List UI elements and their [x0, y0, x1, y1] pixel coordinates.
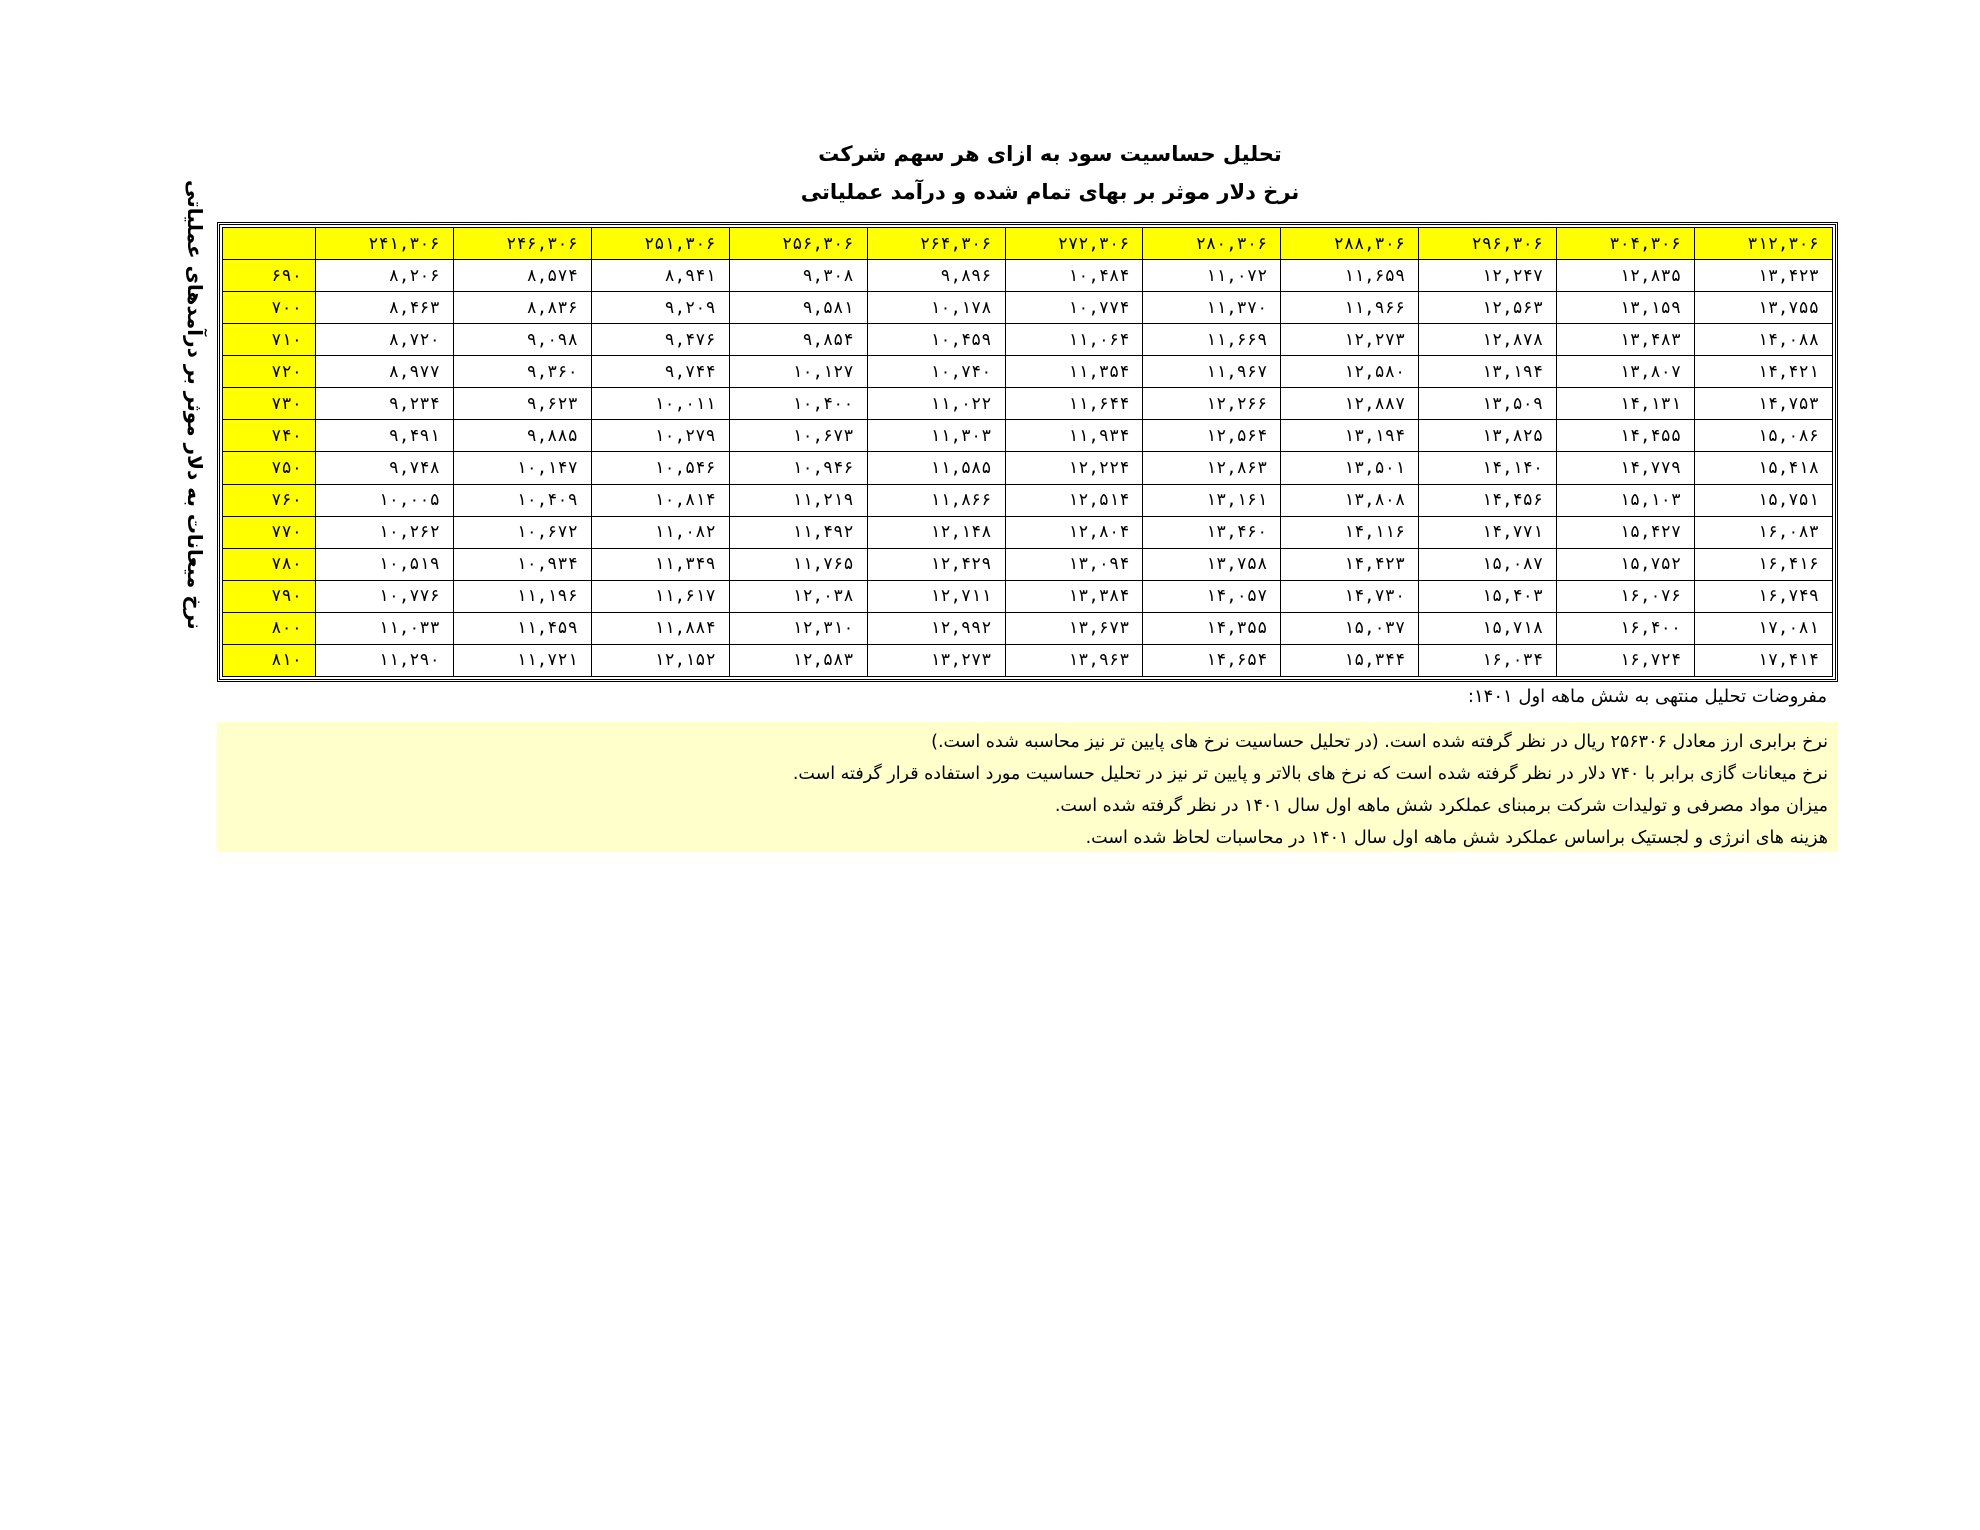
table-cell: ۱۲,۱۵۲ — [591, 644, 729, 676]
table-cell: ۱۶,۷۲۴ — [1557, 644, 1695, 676]
table-cell: ۱۵,۷۵۱ — [1695, 484, 1833, 516]
table-cell: ۱۰,۱۷۸ — [867, 292, 1005, 324]
page-subtitle: نرخ دلار موثر بر بهای تمام شده و درآمد عملیاتی — [800, 180, 1300, 204]
table-cell: ۱۰,۰۱۱ — [591, 388, 729, 420]
table-cell: ۱۰,۰۰۵ — [316, 484, 454, 516]
row-header: ۶۹۰ — [223, 260, 316, 292]
table-cell: ۱۱,۹۶۶ — [1281, 292, 1419, 324]
row-header: ۷۷۰ — [223, 516, 316, 548]
row-header: ۷۲۰ — [223, 356, 316, 388]
table-cell: ۱۵,۳۴۴ — [1281, 644, 1419, 676]
column-header: ۲۸۰,۳۰۶ — [1143, 228, 1281, 260]
table-cell: ۱۱,۰۸۲ — [591, 516, 729, 548]
table-cell: ۱۳,۵۰۱ — [1281, 452, 1419, 484]
row-header: ۷۳۰ — [223, 388, 316, 420]
table-cell: ۱۴,۱۱۶ — [1281, 516, 1419, 548]
table-cell: ۱۱,۹۳۴ — [1005, 420, 1143, 452]
table-cell: ۱۴,۳۵۵ — [1143, 612, 1281, 644]
table-cell: ۱۰,۴۰۰ — [729, 388, 867, 420]
table-cell: ۱۳,۴۶۰ — [1143, 516, 1281, 548]
table-cell: ۱۶,۴۱۶ — [1695, 548, 1833, 580]
note-line: میزان مواد مصرفی و تولیدات شرکت برمبنای عملکرد شش ماهه اول سال ۱۴۰۱ در نظر گرفته شده است. — [1054, 796, 1828, 816]
table-cell: ۱۱,۳۰۳ — [867, 420, 1005, 452]
table-row — [223, 612, 1833, 644]
assumptions-title: مفروضات تحلیل منتهی به شش ماهه اول ۱۴۰۱: — [1467, 686, 1827, 707]
table-cell: ۱۲,۲۲۴ — [1005, 452, 1143, 484]
table-cell: ۱۴,۴۲۳ — [1281, 548, 1419, 580]
table-cell: ۹,۸۸۵ — [453, 420, 591, 452]
table-cell: ۱۱,۴۹۲ — [729, 516, 867, 548]
column-header: ۲۸۸,۳۰۶ — [1281, 228, 1419, 260]
table-cell: ۱۳,۱۵۹ — [1557, 292, 1695, 324]
table-cell: ۸,۲۰۶ — [316, 260, 454, 292]
table-cell: ۱۲,۵۶۴ — [1143, 420, 1281, 452]
table-cell: ۱۰,۲۷۹ — [591, 420, 729, 452]
column-header: ۲۴۶,۳۰۶ — [453, 228, 591, 260]
table-cell: ۱۱,۰۳۳ — [316, 612, 454, 644]
table-cell: ۸,۴۶۳ — [316, 292, 454, 324]
table-cell: ۱۳,۹۶۳ — [1005, 644, 1143, 676]
table-cell: ۱۲,۰۳۸ — [729, 580, 867, 612]
table-cell: ۱۶,۴۰۰ — [1557, 612, 1695, 644]
table-cell: ۱۱,۳۷۰ — [1143, 292, 1281, 324]
table-cell: ۱۳,۲۷۳ — [867, 644, 1005, 676]
table-cell: ۱۴,۷۷۹ — [1557, 452, 1695, 484]
table-cell: ۱۱,۷۶۵ — [729, 548, 867, 580]
note-line: نرخ میعانات گازی برابر با ۷۴۰ دلار در نظر گرفته شده است که نرخ های بالاتر و پایین تر نیز در تحلیل حساسیت مورد استفاده قرار گرفته است. — [792, 764, 1828, 784]
table-cell: ۸,۸۳۶ — [453, 292, 591, 324]
table-cell: ۱۲,۸۸۷ — [1281, 388, 1419, 420]
table-cell: ۱۰,۷۷۴ — [1005, 292, 1143, 324]
table-cell: ۱۲,۴۲۹ — [867, 548, 1005, 580]
table-cell: ۱۳,۳۸۴ — [1005, 580, 1143, 612]
table-cell: ۱۰,۷۴۰ — [867, 356, 1005, 388]
table-cell: ۱۲,۳۱۰ — [729, 612, 867, 644]
table-cell: ۱۵,۴۱۸ — [1695, 452, 1833, 484]
table-cell: ۱۱,۰۷۲ — [1143, 260, 1281, 292]
table-cell: ۱۲,۲۷۳ — [1281, 324, 1419, 356]
table-cell: ۸,۹۷۷ — [316, 356, 454, 388]
table-cell: ۱۳,۴۸۳ — [1557, 324, 1695, 356]
table-cell: ۱۰,۵۴۶ — [591, 452, 729, 484]
table-cell: ۱۰,۹۴۶ — [729, 452, 867, 484]
table-cell: ۱۵,۴۲۷ — [1557, 516, 1695, 548]
table-cell: ۱۲,۸۶۳ — [1143, 452, 1281, 484]
table-cell: ۱۳,۱۶۱ — [1143, 484, 1281, 516]
table-cell: ۱۶,۰۸۳ — [1695, 516, 1833, 548]
table-cell: ۱۰,۴۸۴ — [1005, 260, 1143, 292]
column-header: ۳۰۴,۳۰۶ — [1557, 228, 1695, 260]
table-cell: ۱۴,۴۲۱ — [1695, 356, 1833, 388]
table-cell: ۹,۴۷۶ — [591, 324, 729, 356]
table-cell: ۱۱,۳۴۹ — [591, 548, 729, 580]
table-cell: ۹,۴۹۱ — [316, 420, 454, 452]
table-cell: ۱۴,۷۷۱ — [1419, 516, 1557, 548]
table-row — [223, 420, 1833, 452]
table-cell: ۱۶,۰۷۶ — [1557, 580, 1695, 612]
table-cell: ۱۴,۷۳۰ — [1281, 580, 1419, 612]
table-cell: ۹,۶۲۳ — [453, 388, 591, 420]
table-row — [223, 260, 1833, 292]
table-cell: ۱۲,۵۱۴ — [1005, 484, 1143, 516]
row-header: ۷۸۰ — [223, 548, 316, 580]
row-header: ۷۵۰ — [223, 452, 316, 484]
table-cell: ۱۱,۷۲۱ — [453, 644, 591, 676]
table-cell: ۱۱,۶۱۷ — [591, 580, 729, 612]
table-row — [223, 292, 1833, 324]
corner-cell — [223, 228, 316, 260]
assumptions-notes — [217, 722, 1838, 852]
table-cell: ۱۰,۹۳۴ — [453, 548, 591, 580]
column-header: ۲۴۱,۳۰۶ — [316, 228, 454, 260]
table-cell: ۹,۳۰۸ — [729, 260, 867, 292]
sensitivity-table — [222, 227, 1833, 677]
table-cell: ۱۲,۵۸۳ — [729, 644, 867, 676]
table-cell: ۱۲,۵۸۰ — [1281, 356, 1419, 388]
table-cell: ۱۴,۷۵۳ — [1695, 388, 1833, 420]
table-row — [223, 452, 1833, 484]
table-cell: ۸,۷۲۰ — [316, 324, 454, 356]
table-row — [223, 324, 1833, 356]
table-cell: ۱۱,۶۴۴ — [1005, 388, 1143, 420]
table-cell: ۹,۷۴۸ — [316, 452, 454, 484]
table-cell: ۱۶,۰۳۴ — [1419, 644, 1557, 676]
table-cell: ۱۱,۶۵۹ — [1281, 260, 1419, 292]
table-cell: ۸,۹۴۱ — [591, 260, 729, 292]
note-line: نرخ برابری ارز معادل ۲۵۶۳۰۶ ریال در نظر گرفته شده است. (در تحلیل حساسیت نرخ های پایین تر نیز محاسبه شده است.) — [931, 732, 1828, 752]
table-cell: ۱۰,۵۱۹ — [316, 548, 454, 580]
table-cell: ۱۲,۲۴۷ — [1419, 260, 1557, 292]
column-header: ۲۵۱,۳۰۶ — [591, 228, 729, 260]
table-row — [223, 580, 1833, 612]
table-cell: ۱۲,۹۹۲ — [867, 612, 1005, 644]
table-header-row — [223, 228, 1833, 260]
table-cell: ۱۳,۰۹۴ — [1005, 548, 1143, 580]
table-row — [223, 388, 1833, 420]
table-cell: ۱۰,۲۶۲ — [316, 516, 454, 548]
table-cell: ۱۰,۱۲۷ — [729, 356, 867, 388]
table-cell: ۱۳,۵۰۹ — [1419, 388, 1557, 420]
table-row — [223, 356, 1833, 388]
table-cell: ۱۲,۱۴۸ — [867, 516, 1005, 548]
table-cell: ۱۰,۶۷۳ — [729, 420, 867, 452]
table-cell: ۱۴,۰۵۷ — [1143, 580, 1281, 612]
table-cell: ۱۱,۸۶۶ — [867, 484, 1005, 516]
note-line: هزینه های انرژی و لجستیک براساس عملکرد شش ماهه اول سال ۱۴۰۱ در محاسبات لحاظ شده است. — [1085, 828, 1828, 848]
column-header: ۲۹۶,۳۰۶ — [1419, 228, 1557, 260]
table-cell: ۹,۵۸۱ — [729, 292, 867, 324]
table-cell: ۱۲,۸۳۵ — [1557, 260, 1695, 292]
table-cell: ۱۷,۰۸۱ — [1695, 612, 1833, 644]
row-header: ۷۴۰ — [223, 420, 316, 452]
table-cell: ۱۳,۱۹۴ — [1419, 356, 1557, 388]
table-cell: ۱۰,۴۰۹ — [453, 484, 591, 516]
row-header: ۸۰۰ — [223, 612, 316, 644]
table-cell: ۱۱,۸۸۴ — [591, 612, 729, 644]
table-cell: ۱۱,۰۲۲ — [867, 388, 1005, 420]
table-cell: ۱۴,۴۵۵ — [1557, 420, 1695, 452]
row-header: ۷۹۰ — [223, 580, 316, 612]
table-cell: ۱۱,۵۸۵ — [867, 452, 1005, 484]
table-cell: ۱۳,۸۲۵ — [1419, 420, 1557, 452]
page-title: تحلیل حساسیت سود به ازای هر سهم شرکت — [818, 142, 1282, 166]
row-header: ۷۶۰ — [223, 484, 316, 516]
table-cell: ۱۱,۲۹۰ — [316, 644, 454, 676]
table-cell: ۱۳,۷۵۸ — [1143, 548, 1281, 580]
table-cell: ۱۳,۱۹۴ — [1281, 420, 1419, 452]
column-header: ۳۱۲,۳۰۶ — [1695, 228, 1833, 260]
table-cell: ۱۲,۸۷۸ — [1419, 324, 1557, 356]
column-header: ۲۷۲,۳۰۶ — [1005, 228, 1143, 260]
table-cell: ۱۳,۸۰۸ — [1281, 484, 1419, 516]
table-row — [223, 548, 1833, 580]
table-row — [223, 644, 1833, 676]
table-cell: ۱۰,۱۴۷ — [453, 452, 591, 484]
table-cell: ۱۴,۴۵۶ — [1419, 484, 1557, 516]
table-cell: ۹,۲۰۹ — [591, 292, 729, 324]
table-cell: ۱۴,۱۳۱ — [1557, 388, 1695, 420]
row-header: ۷۰۰ — [223, 292, 316, 324]
table-cell: ۱۳,۷۵۵ — [1695, 292, 1833, 324]
table-cell: ۱۰,۷۷۶ — [316, 580, 454, 612]
table-cell: ۱۳,۴۲۳ — [1695, 260, 1833, 292]
table-cell: ۱۱,۲۱۹ — [729, 484, 867, 516]
table-cell: ۱۶,۷۴۹ — [1695, 580, 1833, 612]
row-axis-label: نرخ میعانات به دلار موثر بر درآمدهای عملیاتی — [183, 180, 207, 630]
table-cell: ۱۴,۶۵۴ — [1143, 644, 1281, 676]
table-cell: ۱۲,۸۰۴ — [1005, 516, 1143, 548]
table-cell: ۱۵,۷۵۲ — [1557, 548, 1695, 580]
table-cell: ۹,۸۹۶ — [867, 260, 1005, 292]
table-cell: ۱۰,۸۱۴ — [591, 484, 729, 516]
table-cell: ۹,۰۹۸ — [453, 324, 591, 356]
table-cell: ۱۲,۷۱۱ — [867, 580, 1005, 612]
table-cell: ۱۷,۴۱۴ — [1695, 644, 1833, 676]
sensitivity-table-frame — [217, 222, 1838, 682]
table-cell: ۱۱,۱۹۶ — [453, 580, 591, 612]
table-cell: ۱۲,۲۶۶ — [1143, 388, 1281, 420]
column-header: ۲۵۶,۳۰۶ — [729, 228, 867, 260]
table-cell: ۱۵,۴۰۳ — [1419, 580, 1557, 612]
table-cell: ۱۵,۰۳۷ — [1281, 612, 1419, 644]
table-cell: ۹,۷۴۴ — [591, 356, 729, 388]
table-row — [223, 484, 1833, 516]
table-cell: ۱۱,۹۶۷ — [1143, 356, 1281, 388]
table-cell: ۹,۳۶۰ — [453, 356, 591, 388]
table-cell: ۱۵,۱۰۳ — [1557, 484, 1695, 516]
table-cell: ۸,۵۷۴ — [453, 260, 591, 292]
table-cell: ۱۱,۶۶۹ — [1143, 324, 1281, 356]
table-cell: ۱۳,۸۰۷ — [1557, 356, 1695, 388]
row-header: ۷۱۰ — [223, 324, 316, 356]
column-header: ۲۶۴,۳۰۶ — [867, 228, 1005, 260]
table-cell: ۱۱,۰۶۴ — [1005, 324, 1143, 356]
table-row — [223, 516, 1833, 548]
table-cell: ۱۳,۶۷۳ — [1005, 612, 1143, 644]
table-cell: ۱۱,۳۵۴ — [1005, 356, 1143, 388]
table-cell: ۱۵,۷۱۸ — [1419, 612, 1557, 644]
table-cell: ۱۴,۰۸۸ — [1695, 324, 1833, 356]
table-cell: ۱۰,۴۵۹ — [867, 324, 1005, 356]
table-cell: ۹,۸۵۴ — [729, 324, 867, 356]
table-cell: ۱۵,۰۸۷ — [1419, 548, 1557, 580]
row-header: ۸۱۰ — [223, 644, 316, 676]
table-cell: ۱۱,۴۵۹ — [453, 612, 591, 644]
table-cell: ۱۴,۱۴۰ — [1419, 452, 1557, 484]
table-cell: ۱۵,۰۸۶ — [1695, 420, 1833, 452]
table-cell: ۱۰,۶۷۲ — [453, 516, 591, 548]
table-cell: ۹,۲۳۴ — [316, 388, 454, 420]
table-cell: ۱۲,۵۶۳ — [1419, 292, 1557, 324]
